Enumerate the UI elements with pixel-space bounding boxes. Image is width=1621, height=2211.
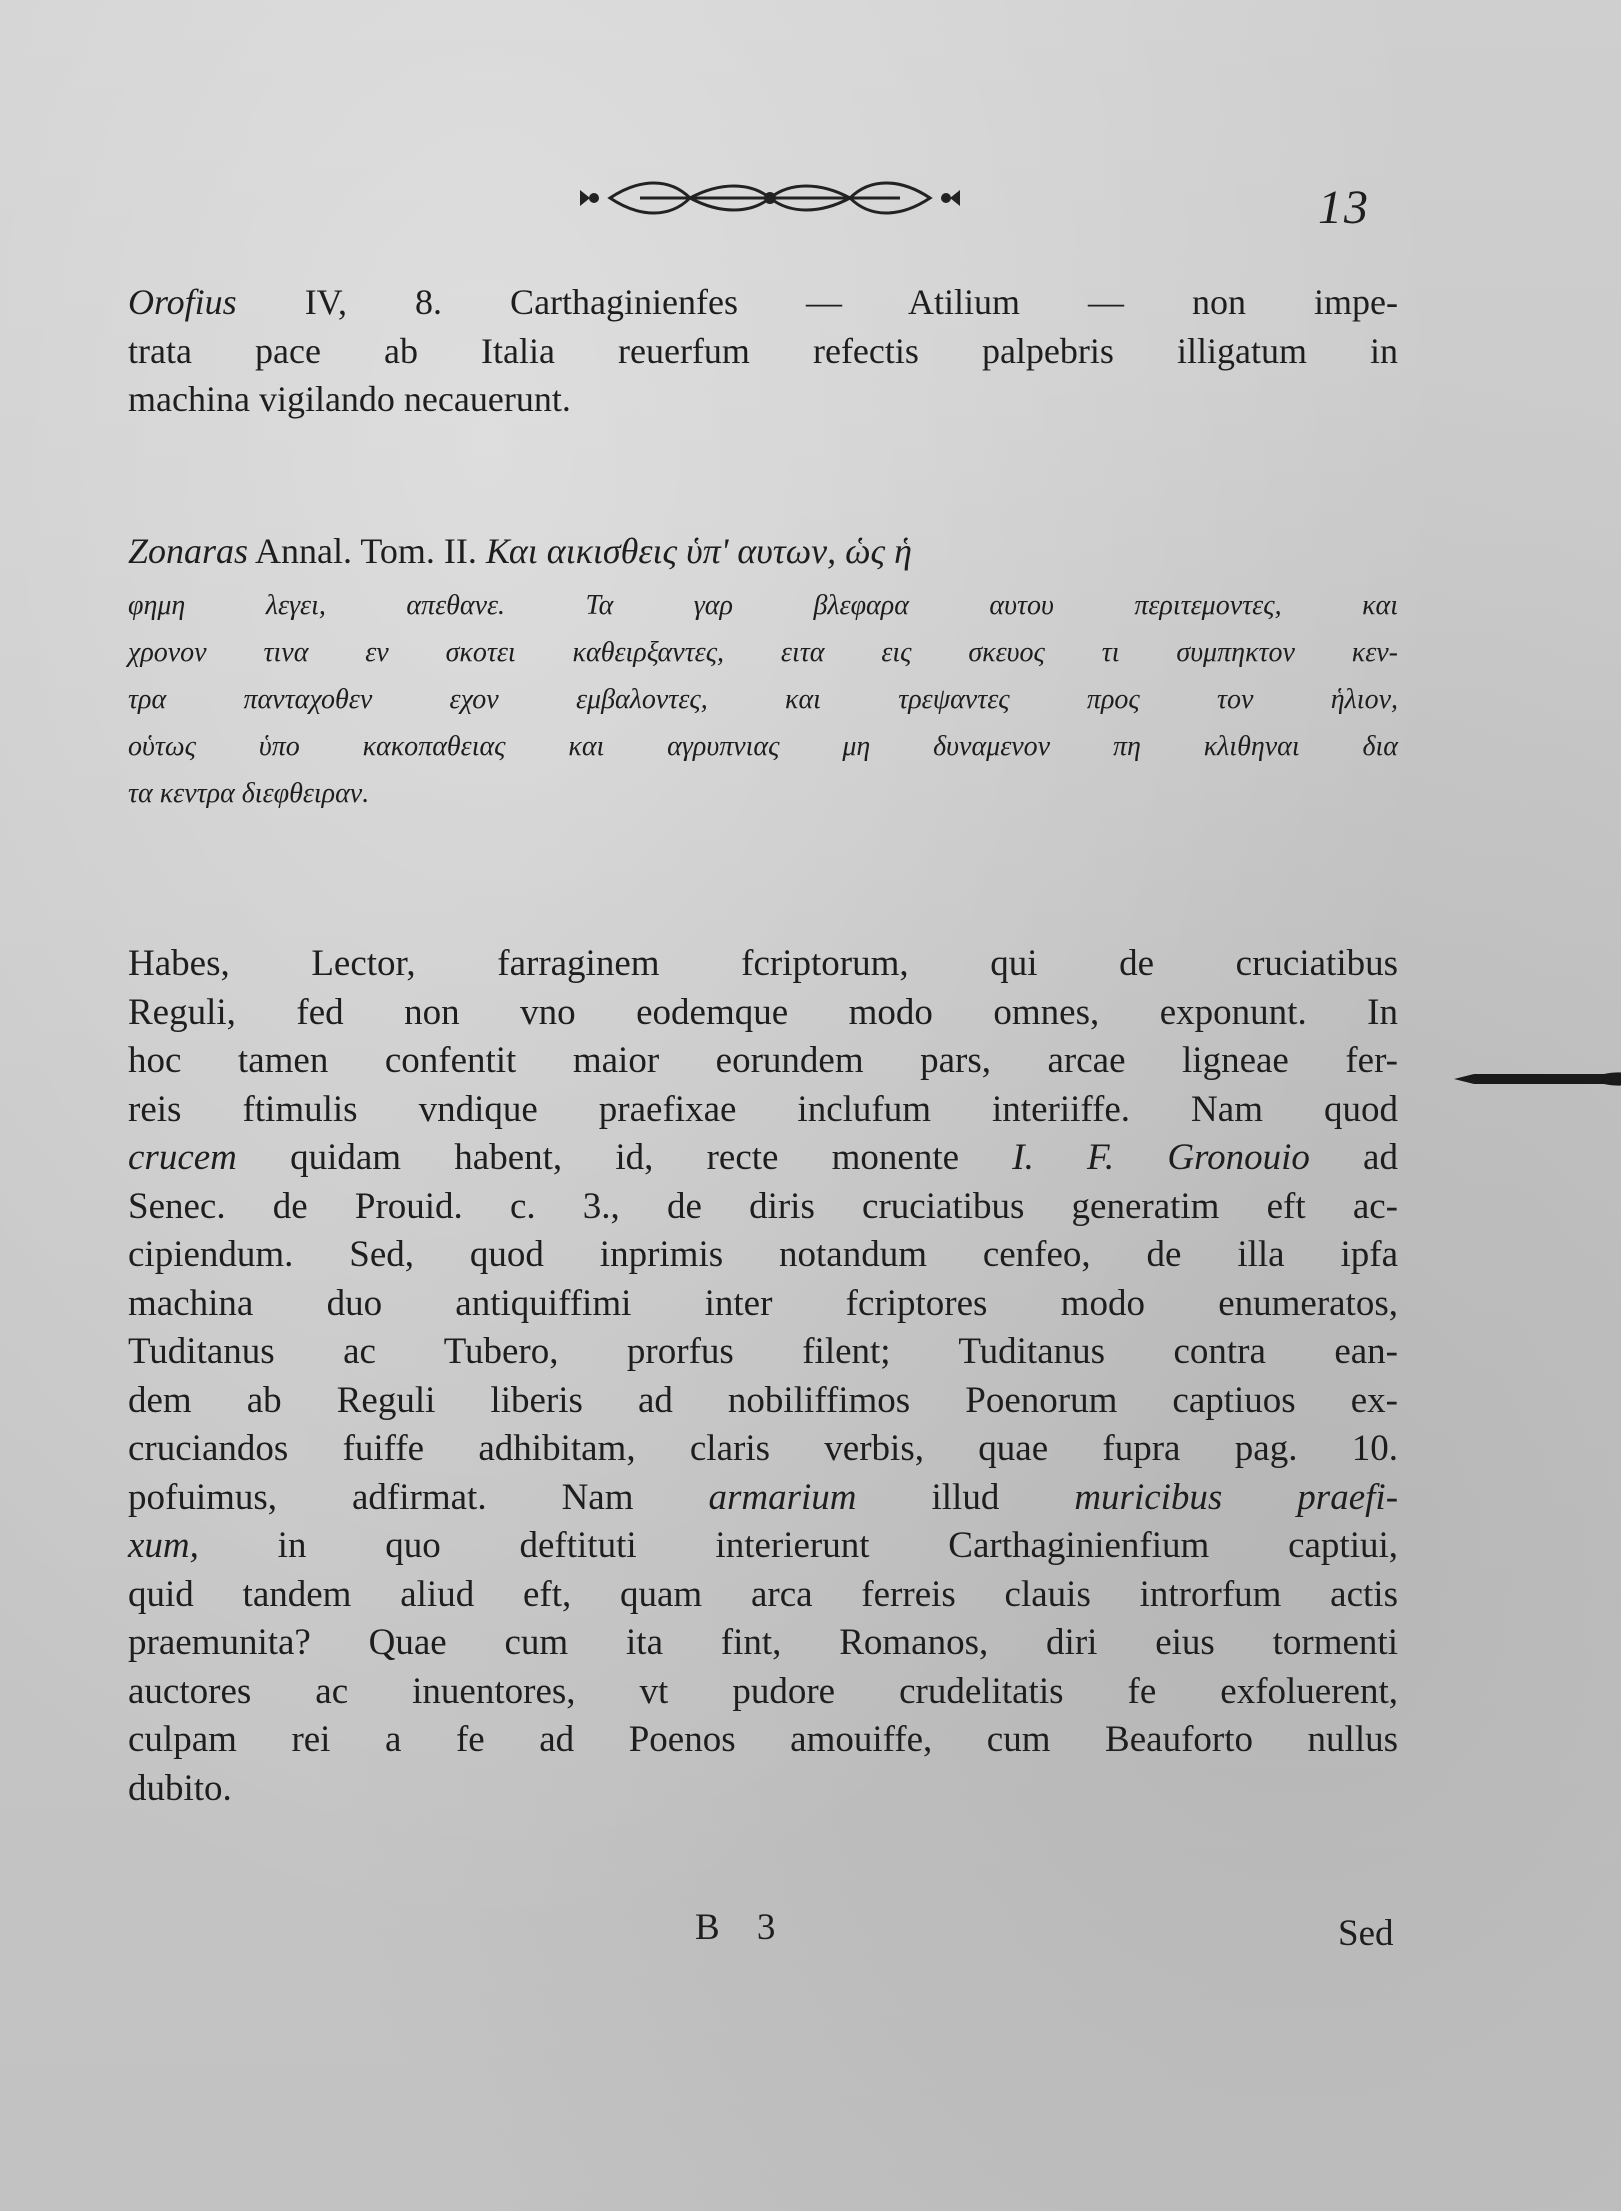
text-run: IV, 8. Carthaginienfes — Atilium — non impe-: [236, 282, 1398, 322]
text-run: muricibus praefi-: [1074, 1476, 1399, 1518]
text-line: [128, 1328, 1398, 1377]
text-line: [128, 1474, 1398, 1523]
text-run: I. F. Gronouio: [1012, 1137, 1310, 1178]
signature-mark: B 3: [695, 1907, 790, 1948]
text-run: praemunita? Quae cum ita fint, Romanos, diri eius tormenti: [128, 1622, 1398, 1663]
text-run: Senec. de Prouid. c. 3., de diris cruciatibus generatim eft ac-: [128, 1185, 1398, 1227]
zonaras-citation-heading: [128, 527, 1398, 576]
text-run: Tuditanus ac Tubero, prorfus filent; Tuditanus contra ean-: [128, 1331, 1398, 1372]
text-run: hoc tamen confentit maior eorundem pars, arcae ligneae fer-: [128, 1040, 1398, 1081]
greek-quotation: [128, 582, 1398, 817]
text-line: [128, 940, 1398, 989]
text-run: xum,: [128, 1525, 199, 1566]
text-run: Και αικισθεις ὑπ' αυτων, ὡς ἡ: [485, 531, 912, 571]
text-run: in quo deftituti interierunt Carthaginienfium captiui,: [198, 1525, 1398, 1566]
text-line: [128, 723, 1398, 770]
text-run: dem ab Reguli liberis ad nobiliffimos Poenorum captiuos ex-: [128, 1379, 1398, 1421]
text-line: [128, 1716, 1398, 1765]
text-run: cipiendum. Sed, quod inprimis notandum cenfeo, de illa ipfa: [128, 1234, 1398, 1275]
page-number: 13: [1318, 181, 1370, 234]
catchword: Sed: [1338, 1913, 1394, 1954]
decorative-header-ornament: [580, 168, 960, 228]
text-run: Orofius: [128, 282, 237, 322]
text-run: Habes, Lector, farraginem fcriptorum, qui de cruciatibus: [128, 943, 1398, 984]
text-line: [128, 629, 1398, 676]
text-run: οὑτως ὑπο κακοπαθειας και αγρυπνιας μη δυναμενον πη κλιθηναι δια: [128, 731, 1398, 762]
text-line: [128, 278, 1398, 327]
text-line: [128, 1037, 1398, 1086]
text-line: [128, 1619, 1398, 1668]
text-line: [128, 1425, 1398, 1474]
text-run: crucem: [128, 1137, 237, 1178]
text-run: pofuimus, adfirmat. Nam: [128, 1476, 709, 1518]
text-line: [128, 989, 1398, 1038]
orosius-citation: [128, 278, 1398, 424]
text-line: [128, 1377, 1398, 1426]
text-run: cruciandos fuiffe adhibitam, claris verbis, quae fupra pag. 10.: [128, 1428, 1398, 1469]
text-line: [128, 1183, 1398, 1232]
text-line: [128, 1522, 1398, 1571]
text-line: [128, 375, 1398, 424]
text-line: [128, 582, 1398, 629]
text-run: machina vigilando necauerunt.: [128, 379, 571, 419]
text-run: Zonaras: [128, 531, 249, 571]
text-line: [128, 1571, 1398, 1620]
text-line: [128, 1086, 1398, 1135]
text-run: Annal. Tom. II.: [248, 531, 486, 571]
text-run: Reguli, fed non vno eodemque modo omnes, exponunt. In: [128, 991, 1398, 1033]
text-line: [128, 1231, 1398, 1280]
text-line: [128, 1134, 1398, 1183]
text-run: auctores ac inuentores, vt pudore crudelitatis fe exfoluerent,: [128, 1670, 1398, 1712]
text-run: trata pace ab Italia reuerfum refectis palpebris illigatum in: [128, 330, 1398, 371]
text-run: quidam habent, id, recte monente: [236, 1137, 1013, 1178]
text-run: machina duo antiquiffimi inter fcriptores modo enumeratos,: [128, 1282, 1398, 1324]
text-run: quid tandem aliud eft, quam arca ferreis clauis introrfum actis: [128, 1573, 1398, 1615]
text-line: [128, 1765, 1398, 1814]
text-run: φημη λεγει, απεθανε. Τα γαρ βλεφαρα αυτου περιτεμοντες, και: [128, 590, 1398, 621]
text-run: τρα πανταχοθεν εχον εμβαλοντες, και τρεψαντες προς τον ἡλιον,: [128, 684, 1398, 715]
margin-pointer-mark: [1454, 1064, 1621, 1094]
text-line: [128, 1668, 1398, 1717]
text-line: [128, 527, 1398, 576]
text-run: culpam rei a fe ad Poenos amouiffe, cum Beauforto nullus: [128, 1719, 1398, 1760]
text-line: [128, 676, 1398, 723]
text-run: χρονον τινα εν σκοτει καθειρξαντες, ειτα εις σκευος τι συμπηκτον κεν-: [128, 637, 1398, 668]
text-run: armarium: [708, 1476, 857, 1518]
text-run: τα κεντρα διεφθειραν.: [128, 778, 370, 809]
text-run: ad: [1309, 1137, 1398, 1178]
text-line: [128, 327, 1398, 376]
text-run: dubito.: [128, 1767, 232, 1809]
text-line: [128, 770, 1398, 817]
text-line: [128, 1280, 1398, 1329]
main-paragraph: [128, 940, 1398, 1813]
text-run: reis ftimulis vndique praefixae inclufum interiiffe. Nam quod: [128, 1088, 1398, 1130]
text-run: illud: [856, 1476, 1075, 1518]
